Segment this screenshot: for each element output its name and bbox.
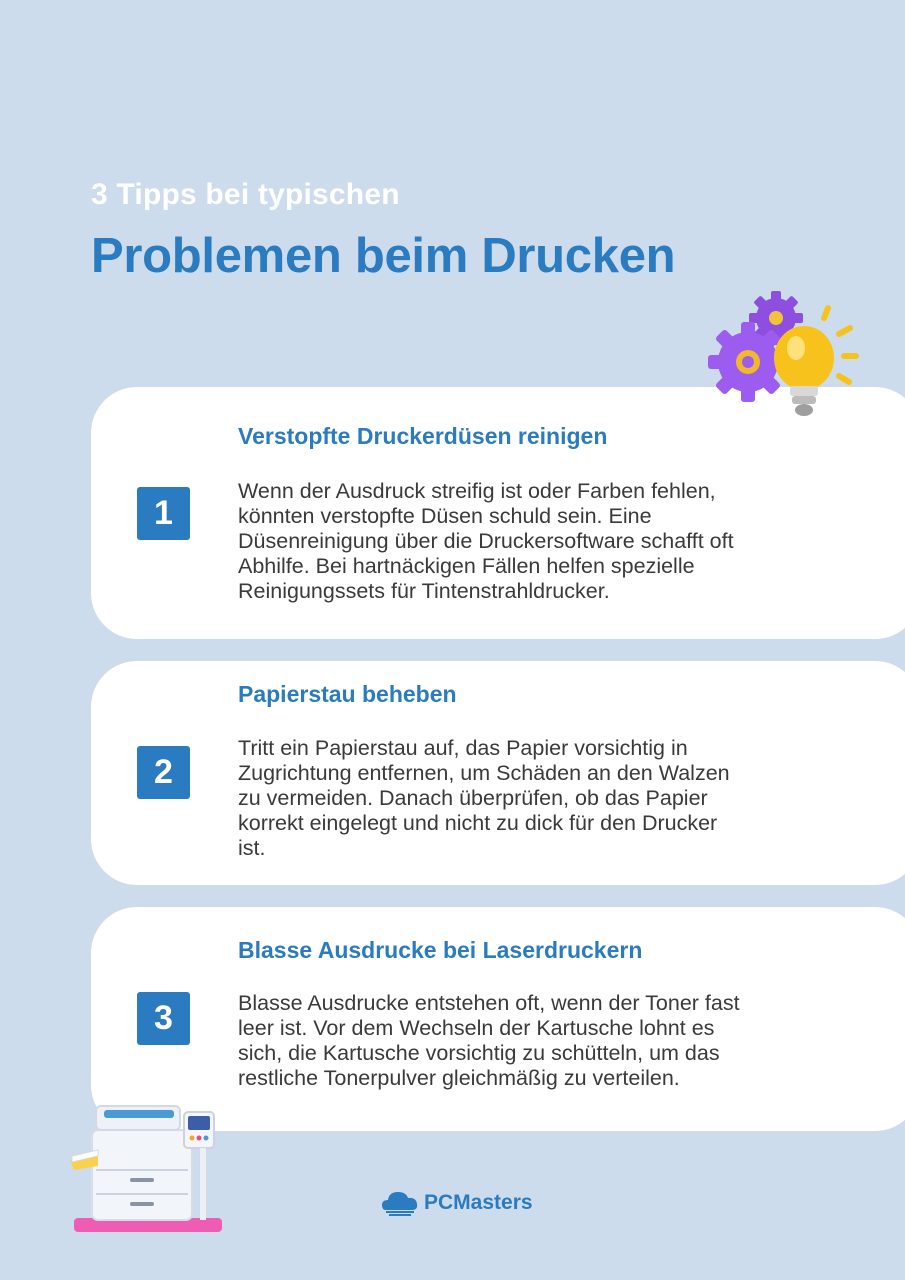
- header-subtitle: 3 Tipps bei typischen: [91, 178, 400, 211]
- tip-text-line: korrekt eingelegt und nicht zu dick für den Drucker: [238, 811, 718, 835]
- pcmasters-cloud-logo: [380, 1188, 420, 1218]
- tip-text-line: Reinigungssets für Tintenstrahldrucker.: [238, 579, 610, 603]
- tip-text-line: restliche Tonerpulver gleichmäßig zu verteilen.: [238, 1066, 680, 1090]
- tip-text-line: sich, die Kartusche vorsichtig zu schütteln, um das: [238, 1041, 720, 1065]
- tip-text-line: Tritt ein Papierstau auf, das Papier vorsichtig in: [238, 736, 688, 760]
- brand-logo: [380, 1188, 533, 1218]
- tip-text-line: Abhilfe. Bei hartnäckigen Fällen helfen spezielle: [238, 554, 695, 578]
- tip-text: [238, 479, 828, 604]
- tip-number-badge: 1: [137, 487, 190, 540]
- tip-text: [238, 736, 828, 861]
- tip-card-3: [91, 907, 905, 1131]
- tip-text: [238, 991, 828, 1091]
- tip-number-badge: 3: [137, 992, 190, 1045]
- page-title: Problemen beim Drucken: [91, 229, 676, 283]
- brand-name: PCMasters: [424, 1191, 533, 1214]
- tip-title: Verstopfte Druckerdüsen reinigen: [238, 423, 608, 449]
- tip-title: Blasse Ausdrucke bei Laserdruckern: [238, 937, 643, 963]
- gears-lightbulb-icon: [706, 290, 866, 430]
- tip-text-line: Wenn der Ausdruck streifig ist oder Farben fehlen,: [238, 479, 716, 503]
- tip-text-line: leer ist. Vor dem Wechseln der Kartusche lohnt es: [238, 1016, 715, 1040]
- tip-text-line: ist.: [238, 836, 266, 860]
- tip-number-badge: 2: [137, 746, 190, 799]
- tip-card-2: [91, 661, 905, 885]
- tip-text-line: könnten verstopfte Düsen schuld sein. Eine: [238, 504, 652, 528]
- tip-text-line: zu vermeiden. Danach überprüfen, ob das Papier: [238, 786, 708, 810]
- tip-title: Papierstau beheben: [238, 681, 457, 707]
- tip-text-line: Blasse Ausdrucke entstehen oft, wenn der Toner fast: [238, 991, 740, 1015]
- tip-text-line: Zugrichtung entfernen, um Schäden an den Walzen: [238, 761, 730, 785]
- tip-text-line: Düsenreinigung über die Druckersoftware schafft oft: [238, 529, 734, 553]
- printer-icon: [64, 1100, 224, 1235]
